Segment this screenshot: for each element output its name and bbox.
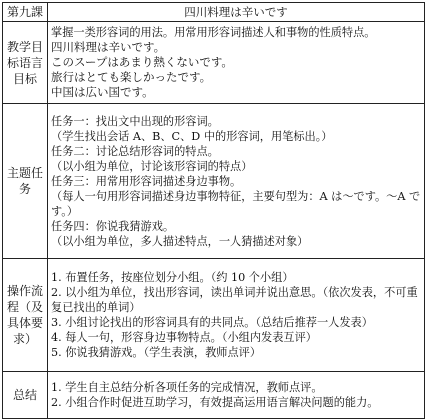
tasks-row bbox=[3, 104, 425, 259]
task-line: 任务一：找出文中出现的形容词。 bbox=[51, 114, 219, 128]
goals-label: 教学目标语言目标 bbox=[3, 22, 48, 104]
step-line: 5. 你说我猜游戏。（学生表演，教师点评） bbox=[51, 346, 262, 359]
lesson-number: 第九課 bbox=[3, 3, 48, 22]
step-line: 2. 以小组为单位，找出形容词，读出单词并说出意思。（依次发表，不可重复已找出的单词） bbox=[51, 286, 418, 314]
summary-content bbox=[48, 372, 425, 419]
lesson-title-text: 四川料理は辛いです bbox=[184, 4, 288, 19]
summary-line: 1. 学生自主总结分析各项任务的完成情况，教师点评。 bbox=[51, 381, 323, 394]
goal-line: 旅行はとても楽しかったです。 bbox=[51, 70, 212, 84]
steps-content bbox=[48, 259, 425, 372]
tasks-label: 主题任务 bbox=[3, 104, 48, 259]
goals-row bbox=[3, 22, 425, 104]
task-line: 任务二：讨论总结形容词的特点。 bbox=[51, 144, 219, 158]
header-row bbox=[3, 3, 425, 22]
summary-line: 2. 小组合作时促进互助学习，有效提高运用语言解决问题的能力。 bbox=[51, 396, 379, 409]
lesson-plan-table bbox=[2, 2, 425, 419]
goal-line: 掌握一类形容词的用法。用常用形容词描述人和事物的性质特点。 bbox=[51, 26, 376, 39]
goals-content bbox=[48, 22, 425, 104]
task-line: 任务三：用常用形容词描述身边事物。 bbox=[51, 174, 242, 188]
task-line: （学生找出会话 A、B、C、D 中的形容词，用笔标出。） bbox=[51, 129, 333, 143]
lesson-title bbox=[48, 3, 425, 22]
goal-line: 中国は広い国です。 bbox=[51, 85, 154, 99]
task-line: （以小组为单位，多人描述特点，一人猜描述对象） bbox=[51, 234, 309, 248]
task-line: （每人一句用形容词描述身边事物特征，主要句型为：A は～です。～A です。） bbox=[51, 189, 421, 218]
tasks-content bbox=[48, 104, 425, 259]
step-line: 3. 小组讨论找出的形容词具有的共同点。（总结后推荐一人发表） bbox=[51, 316, 373, 329]
steps-label: 操作流程（及具体要求） bbox=[3, 259, 48, 372]
summary-label: 总结 bbox=[3, 372, 48, 419]
summary-row bbox=[3, 372, 425, 419]
task-line: （以小组为单位，讨论该形容词的特点） bbox=[51, 159, 253, 173]
goal-line: このスープはあまり熱くないです。 bbox=[51, 55, 233, 69]
steps-row bbox=[3, 259, 425, 372]
step-line: 1. 布置任务，按座位划分小组。（约 10 个小组） bbox=[51, 271, 294, 284]
goal-line: 四川料理は辛いです。 bbox=[51, 40, 166, 54]
task-line: 任务四：你说我猜游戏。 bbox=[51, 219, 175, 233]
step-line: 4. 每人一句，形容身边事物特点。（小组内发表互评） bbox=[51, 331, 317, 344]
